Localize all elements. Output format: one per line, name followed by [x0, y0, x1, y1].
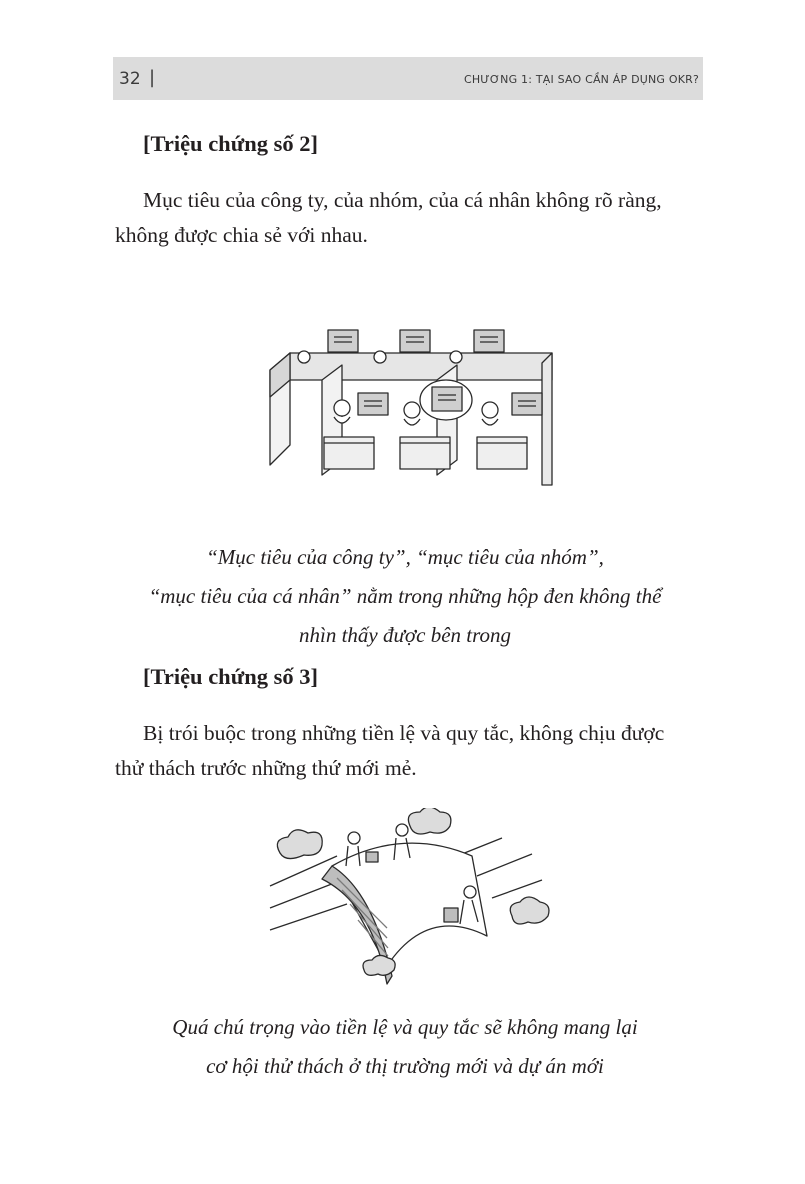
symptom-3-caption-line2: cơ hội thử thách ở thị trường mới và dự án mới: [206, 1054, 604, 1078]
symptom-2-caption-line1: “Mục tiêu của công ty”, “mục tiêu của nhóm”,: [206, 545, 604, 569]
symptom-3-paragraph-line2: thử thách trước những thứ mới mẻ.: [115, 756, 417, 780]
symptom-2-paragraph-line1: Mục tiêu của công ty, của nhóm, của cá nhân không rõ ràng,: [143, 188, 662, 212]
symptom-3-heading: [Triệu chứng số 3]: [143, 664, 318, 689]
symptom-3-paragraph-line1: Bị trói buộc trong những tiền lệ và quy tắc, không chịu được: [143, 721, 665, 745]
running-header: [113, 57, 703, 100]
symptom-3-caption: [115, 1008, 695, 1086]
bridge-illustration: [262, 808, 562, 993]
symptom-2-caption: [115, 538, 695, 655]
symptom-2-heading: [Triệu chứng số 2]: [143, 131, 318, 156]
symptom-2-paragraph-line2: không được chia sẻ với nhau.: [115, 223, 368, 247]
header-separator: |: [149, 67, 156, 88]
symptom-2-caption-line3: nhìn thấy được bên trong: [298, 623, 512, 647]
symptom-2-paragraph: [115, 183, 715, 253]
symptom-2-caption-line2: “mục tiêu của cá nhân” nằm trong những hộp đen không thể: [148, 584, 662, 608]
cubicles-illustration: [262, 325, 562, 490]
symptom-3-caption-line1: Quá chú trọng vào tiền lệ và quy tắc sẽ không mang lại: [172, 1015, 638, 1039]
symptom-3-paragraph: [115, 716, 715, 786]
chapter-title: CHƯƠNG 1: TẠI SAO CẦN ÁP DỤNG OKR?: [463, 73, 699, 86]
page-number: 32: [119, 69, 141, 89]
